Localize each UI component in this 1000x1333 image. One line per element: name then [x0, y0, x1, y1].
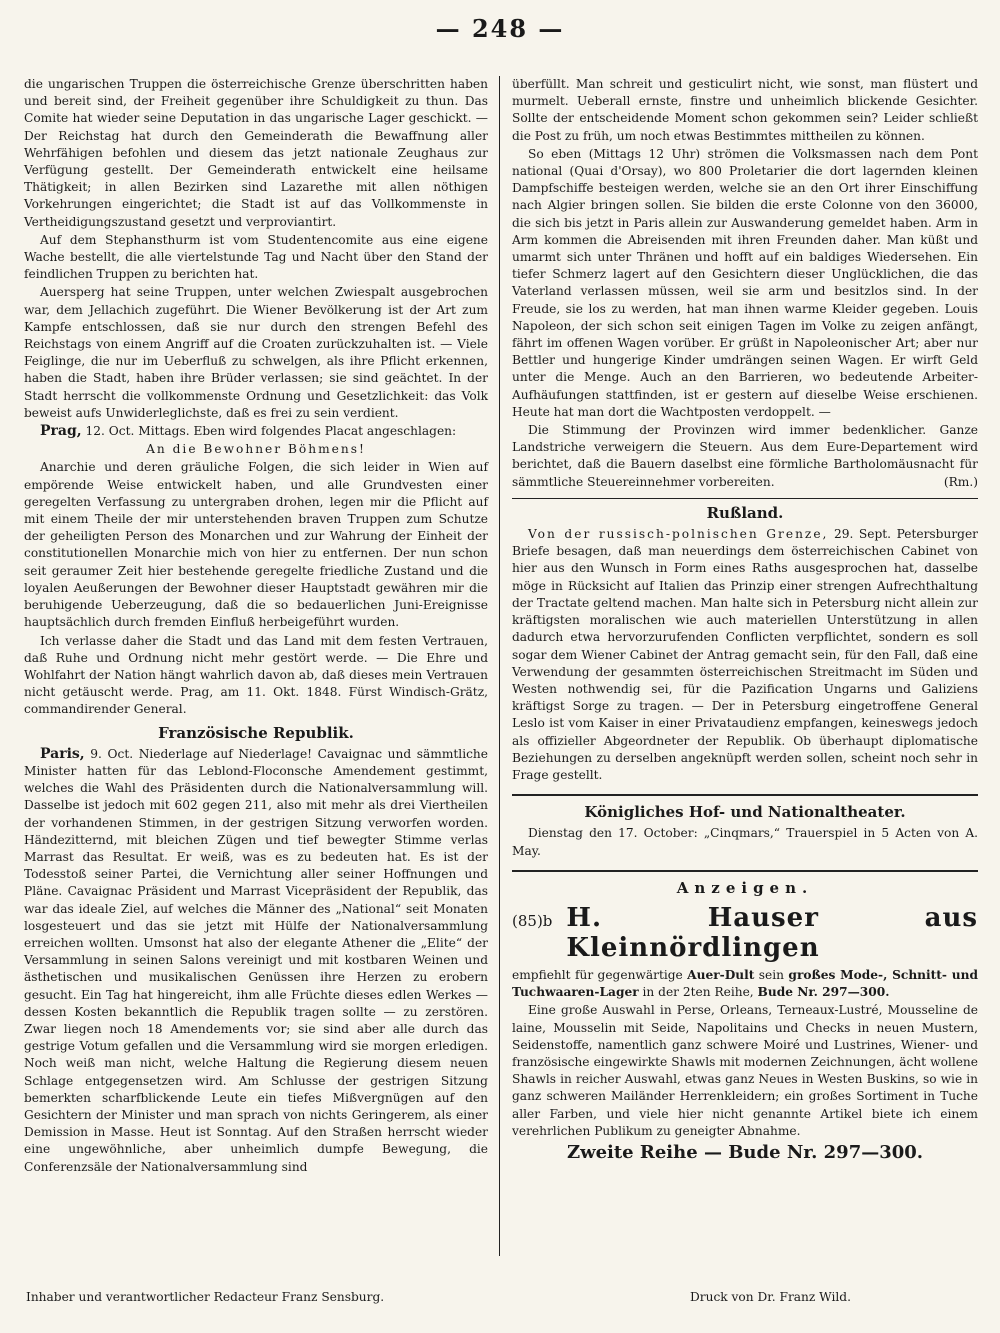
- section-heading-france: Französische Republik.: [158, 723, 354, 742]
- ad-firm-name: H. Hauser aus Kleinnördlingen: [566, 902, 978, 963]
- placat-heading: An die Bewohner Böhmens!: [146, 442, 366, 457]
- russia-text: 29. Sept. Petersburger Briefe besagen, daß man neuerdings dem österreichischen Cabinet von hier aus den Wunsch in Form eines Raths ausgesprochen hat, dasselbe möge in Rücksicht auf Italien das Prinzip einer strengen Aufrechthaltung der Tractate geltend machen. Man halte sich in Petersburg nicht allein zur kräftigsten moralischen wie auch materiellen Unterstützung in allen dadurch etwa hervorzurufenden Conflicten verpflichtet, sondern es soll sogar dem Wiener Cabinet der Antrag gemacht sein, für den Fall, daß eine Verwendung der gesammten österreichischen Streitmacht im Süden und Westen nothwendig sei, für die Pazification Ungarns und Galiziens kräftigst Sorge zu tragen. — Der in Petersburg eingetroffene General Leslo ist vom Kaiser in einer Privataudienz empfangen, keineswegs jedoch als offizieller Abgeordneter der Republik. Ob überhaupt diplomatische Beziehungen zu derselben angeknüpft werden sollen, scheint noch sehr in Frage gestellt.: [512, 527, 978, 782]
- stephansturm-paragraph: Auf dem Stephansthurm ist vom Studentencomite aus eine eigene Wache bestellt, die alle viertelstunde Tag und Nacht über den Stand der feindlichen Truppen zu berichten hat.: [24, 232, 488, 282]
- ad-final-line: Zweite Reihe — Bude Nr. 297—300.: [566, 1141, 924, 1163]
- theater-text: Dienstag den 17. October: „Cinqmars,“ Trauerspiel in 5 Acten von A. May.: [512, 826, 978, 858]
- provinces-source: (Rm.): [943, 474, 978, 489]
- russia-report: [512, 526, 978, 784]
- paris-dateline: Paris,: [40, 745, 85, 762]
- ads-heading: Anzeigen.: [676, 878, 814, 897]
- ad-body: Eine große Auswahl in Perse, Orleans, Terneaux-Lustré, Mousseline de laine, Mousselin mit Seide, Napolitains und Checks in neuen Mustern, Seidenstoffe, namentlich ganz schwere Moiré und Lustrines, Wiener- und französische eingewirkte Shawls mit modernen Zeichnungen, ächt wollene Shawls in reicher Auswahl, etwas ganz Neues in Westen Buskins, so wie in ganz schweren Mailänder Herrenkleidern; ein großes Sortiment in Tuche aller Farben, und viele hier nicht genannte Artikel biete ich einem verehrlichen Publikum zu geneigter Abnahme.: [512, 1003, 978, 1138]
- placat-paragraph-1: Anarchie und deren gräuliche Folgen, die sich leider in Wien auf empörende Weise entwickelt haben, und alle Grundvesten einer geregelten Verfassung zu untergraben drohen, legen mir die Pflicht auf mit einem Theile der mir unterstehenden braven Truppen zum Schutze der geheiligten Person des Monarchen und zur Wahrung der Einheit der constitutionellen Monarchie mich von hier zu entfernen. Der nun schon seit geraumer Zeit hier bestehende geregelte friedliche Zustand und die loyalen Aeußerungen der Bewohner dieser Hauptstadt gewähren mir die beruhigende Ueberzeugung, daß die so bedauerlichen Juni-Ereignisse hauptsächlich durch fremden Einfluß herbeigeführt wurden.: [24, 460, 488, 630]
- prag-text: 12. Oct. Mittags. Eben wird folgendes Placat angeschlagen:: [81, 424, 457, 439]
- paris-text: 9. Oct. Niederlage auf Niederlage! Cavaignac und sämmtliche Minister hatten für das Leblond-Floconsche Amendement gestimmt, welches die Wahl des Präsidenten durch die Nationalversammlung will. Dasselbe ist jedoch mit 602 gegen 211, also mit mehr als drei Viertheilen der vorhandenen Stimmen, in der gestrigen Sitzung verworfen worden. Händezitternd, mit bleichen Zügen und tief bewegter Stimme verlas Marrast das Resultat. Er weiß, was es zu bedeuten hat. Es ist der Todesstoß seiner Partei, die Vernichtung aller seiner Hoffnungen und Pläne. Cavaignac Präsident und Marrast Vicepräsident der Republik, das war das ideale Ziel, auf welches die Männer des „National“ seit Monaten losgesteuert und das sie jetzt mit Hülfe der Nationalversammlung erreichen wollten. Umsonst hat also der elegante Athener die „Elite“ der Versammlung in seinen Salons vereinigt und mit kostbaren Weinen und ästhetischen und musikalischen Genüssen ihre Herzen zu erobern gesucht. Ein Tag hat hingereicht, ihm alle Früchte dieses edlen Werkes — dessen Kosten bekanntlich die Republik tragen sollte — zu zerstören. Zwar liegen noch 18 Amendements vor; sie sind aber alle durch das gestrige Votum gefallen und die Versammlung wird sie morgen erledigen. Noch weiß man nicht, welche Haltung die Regierung diesem neuen Schlage entgegensetzen wird. Am Schlusse der gestrigen Sitzung bemerkten scharfblickende Leute ein tiefes Mißvergnügen auf den Gesichtern der Minister und man sprach von nichts Geringerem, als einer Demission in Masse. Heut ist Sonntag. Auf den Straßen herrscht wieder eine ungewöhnliche, aber unheimlich dumpfe Bewegung, die Conferenzsäle der Nationalversammlung sind: [24, 746, 488, 1174]
- section-heading-russia: Rußland.: [706, 503, 784, 522]
- ad-intro-mid: sein: [754, 967, 789, 982]
- column-divider: [499, 76, 500, 1256]
- ad-intro-lager: großes Mode-, Schnitt- und Tuchwaaren-Lager: [512, 967, 978, 1000]
- ad-intro: [512, 967, 978, 1001]
- ad-booth: Bude Nr. 297—300.: [757, 985, 890, 1000]
- ad-intro-text: empfiehlt für gegenwärtige: [512, 967, 688, 982]
- theater-rule: [512, 794, 978, 796]
- ad-intro-end: in der 2ten Reihe,: [638, 985, 758, 1000]
- section-rule: [512, 498, 978, 499]
- provinces-text: Die Stimmung der Provinzen wird immer bedenklicher. Ganze Landstriche verweigern die Steuern. Aus dem Eure-Departement wird berichtet, daß die Bauern daselbst eine förmliche Bartholomäusnacht für sämmtliche Steuereinnehmer vorbereiten.: [512, 423, 978, 489]
- left-column: [24, 76, 488, 1177]
- prag-report: [24, 423, 488, 440]
- ads-rule: [512, 870, 978, 872]
- right-column: [512, 76, 978, 1161]
- footer-printer: Druck von Dr. Franz Wild.: [690, 1290, 851, 1304]
- prag-dateline: Prag,: [40, 423, 82, 440]
- auersperg-paragraph: Auersperg hat seine Truppen, unter welchen Zwiespalt ausgebrochen war, dem Jellachich zugeführt. Die Wiener Bevölkerung ist der Art zum Kampfe entschlossen, daß sie nur durch den strengen Befehl des Reichstags von einem Angriff auf die Croaten zurückzuhalten ist. — Viele Feiglinge, die nur im Ueberfluß zu schwelgen, als ihre Pflicht erkennen, haben die Stadt, haben ihre Brüder verlassen; sie sind geächtet. In der Stadt herrscht die vollkommenste Ordnung und Gesetzlichkeit: das Volk beweist aufs Unwiderleglichste, daß es frei zu sein verdient.: [24, 285, 488, 420]
- footer-editor: Inhaber und verantwortlicher Redacteur Franz Sensburg.: [26, 1290, 385, 1304]
- theater-title: Königliches Hof- und Nationaltheater.: [584, 803, 906, 822]
- paris-continuation: überfüllt. Man schreit und gesticulirt nicht, wie sonst, man flüstert und murmelt. Ueberall ernste, finstre und unheimlich blickende Gesichter. Sollte der entscheidende Moment schon gekommen sein? Leider schließt die Post zu früh, um noch etwas Bestimmtes mittheilen zu können.: [512, 77, 978, 143]
- ad-number: (85)b: [512, 911, 553, 930]
- ad-intro-dult: Auer-Dult: [687, 967, 755, 982]
- ad-firm-line: [512, 903, 978, 963]
- vienna-report-paragraph: die ungarischen Truppen die österreichische Grenze überschritten haben und bereit sind, der Freiheit gegenüber ihre Schuldigkeit zu thun. Das Comite hat wieder seine Deputation in das ungarische Lager geschickt. — Der Reichstag hat durch den Gemeinderath die Bewaffnung aller Wehrfähigen befohlen und diesem das jetzt nationale Zeughaus zur Verfügung gestellt. Der Gemeinderath entwickelt eine heilsame Thätigkeit; in allen Bezirken sind Lazarethe mit allen nöthigen Vorkehrungen eingerichtet; die Stadt ist auf das Vollkommenste in Vertheidigungszustand gesetzt und verproviantirt.: [24, 77, 488, 229]
- placat-paragraph-2: Ich verlasse daher die Stadt und das Land mit dem festen Vertrauen, daß Ruhe und Ordnung nicht mehr gestört werde. — Die Ehre und Wohlfahrt der Nation hängt wahrlich davon ab, daß dieses mein Vertrauen nicht getäuscht werde. Prag, am 11. Okt. 1848. Fürst Windisch-Grätz, commandirender General.: [24, 633, 488, 717]
- russia-dateline: Von der russisch-polnischen Grenze,: [528, 527, 829, 542]
- provinces-paragraph: [512, 422, 978, 491]
- page-number: — 248 —: [435, 14, 565, 43]
- emigration-paragraph: So eben (Mittags 12 Uhr) strömen die Volksmassen nach dem Pont national (Quai d'Orsay), wo 800 Proletarier die dort lagernden kleinen Dampfschiffe besteigen werden, welche sie an den Ort ihrer Einschiffung nach Algier bringen sollen. Sie bilden die erste Colonne von den 36000, die sich bis jetzt in Paris allein zur Auswanderung gemeldet haben. Arm in Arm kommen die Abreisenden mit ihren Freunden daher. Man küßt und umarmt sich unter Thränen und hofft auf ein baldiges Wiedersehen. Ein tiefer Schmerz lagert auf den Gesichtern dieser Unglücklichen, die das Vaterland verlassen müssen, weil sie arm und besitzlos sind. In der Freude, sie los zu werden, hat man ihnen warme Kleider gegeben. Louis Napoleon, der sich schon seit einigen Tagen im Volke zu zeigen anfängt, fährt im offenen Wagen vorüber. Er grüßt in Napoleonischer Art; aber nur Bettler und hungerige Kinder umdrängen seinen Wagen. Er wirft Geld unter die Menge. Auch an den Barrieren, wo bedeutende Arbeiter-Aufhäufungen stattfinden, ist er gestern auf dieselbe Weise erschienen. Heute hat man dort die Wachtposten verdoppelt. —: [512, 146, 978, 419]
- paris-report: [24, 746, 488, 1176]
